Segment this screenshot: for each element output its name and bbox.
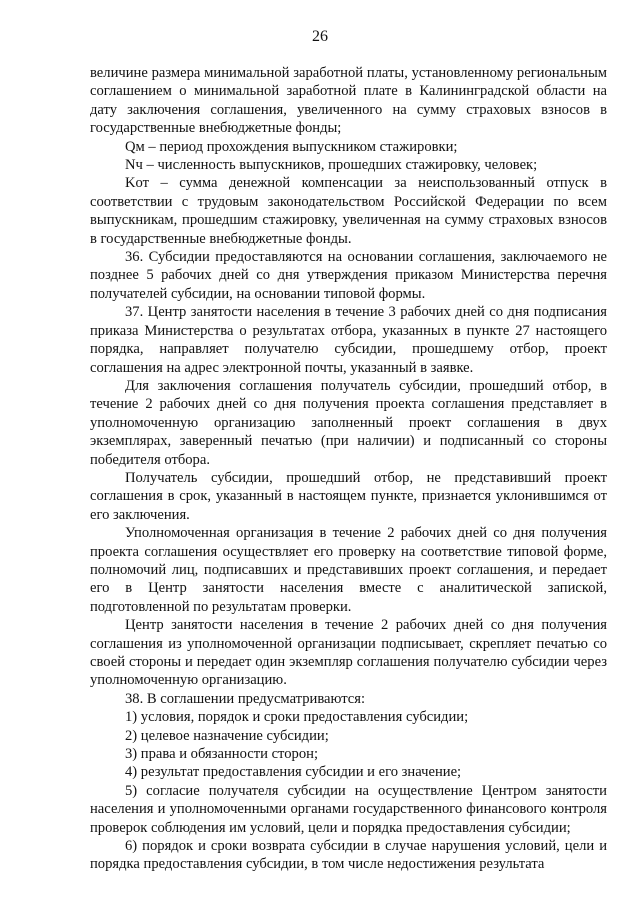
paragraph: Kот – сумма денежной компенсации за неиспользованный отпуск в соответствии с трудовым законодательством Российской Федерации по всем выпускникам, прошедшим стажировку, увеличенная на сумму страховых взносов в государственные внебюджетные фонды. [90, 175, 607, 247]
paragraph: 5) согласие получателя субсидии на осуществление Центром занятости населения и уполномоченными органами государственного финансового контроля проверок соблюдения им условий, цели и порядка предоставления субсидии; [90, 782, 607, 836]
document-body [90, 64, 607, 874]
paragraph: величине размера минимальной заработной платы, установленному региональным соглашением о минимальной заработной плате в Калининградской области на дату заключения соглашения, увеличенного на сумму страховых взносов в государственные внебюджетные фонды; [90, 65, 607, 137]
paragraph: Для заключения соглашения получатель субсидии, прошедший отбор, в течение 2 рабочих дней со дня получения проекта соглашения представляет в уполномоченную организацию заполненный проект соглашения в двух экземплярах, заверенный печатью (при наличии) и подписанный со стороны победителя отбора. [90, 377, 607, 468]
paragraph: Nч – численность выпускников, прошедших стажировку, человек; [125, 157, 538, 174]
paragraph: 38. В соглашении предусматриваются: [125, 690, 366, 707]
paragraph: 3) права и обязанности сторон; [125, 746, 318, 763]
paragraph: Qм – период прохождения выпускником стажировки; [125, 138, 458, 155]
paragraph: 6) порядок и сроки возврата субсидии в случае нарушения условий, цели и порядка предоставления субсидии, в том числе недостижения результата [90, 838, 607, 873]
page-number: 26 [312, 28, 328, 45]
paragraph: 36. Субсидии предоставляются на основании соглашения, заключаемого не позднее 5 рабочих дней со дня утверждения приказом Министерства перечня получателей субсидии, на основании типовой формы. [90, 249, 607, 302]
paragraph: 1) условия, порядок и сроки предоставления субсидии; [125, 709, 469, 726]
paragraph: 4) результат предоставления субсидии и его значение; [125, 764, 462, 781]
paragraph: 37. Центр занятости населения в течение 3 рабочих дней со дня подписания приказа Министерства о результатах отбора, указанных в пункте 27 настоящего порядка, направляет получателю субсидии, прошедшему отбор, проект соглашения на адрес электронной почты, указанный в заявке. [90, 304, 607, 376]
paragraph: Центр занятости населения в течение 2 рабочих дней со дня получения соглашения из уполномоченной организации подписывает, скрепляет печатью со своей стороны и передает один экземпляр соглашения получателю субсидии через уполномоченную организацию. [90, 617, 607, 689]
paragraph: Получатель субсидии, прошедший отбор, не представивший проект соглашения в срок, указанный в настоящем пункте, признается уклонившимся от его заключения. [90, 469, 607, 523]
paragraph: 2) целевое назначение субсидии; [125, 727, 329, 744]
paragraph: Уполномоченная организация в течение 2 рабочих дней со дня получения проекта соглашения осуществляет его проверку на соответствие типовой форме, полномочий лиц, подписавших и представивших проект соглашения, и передает его в Центр занятости населения вместе с аналитической запиской, подготовленной по результатам проверки. [90, 525, 607, 615]
